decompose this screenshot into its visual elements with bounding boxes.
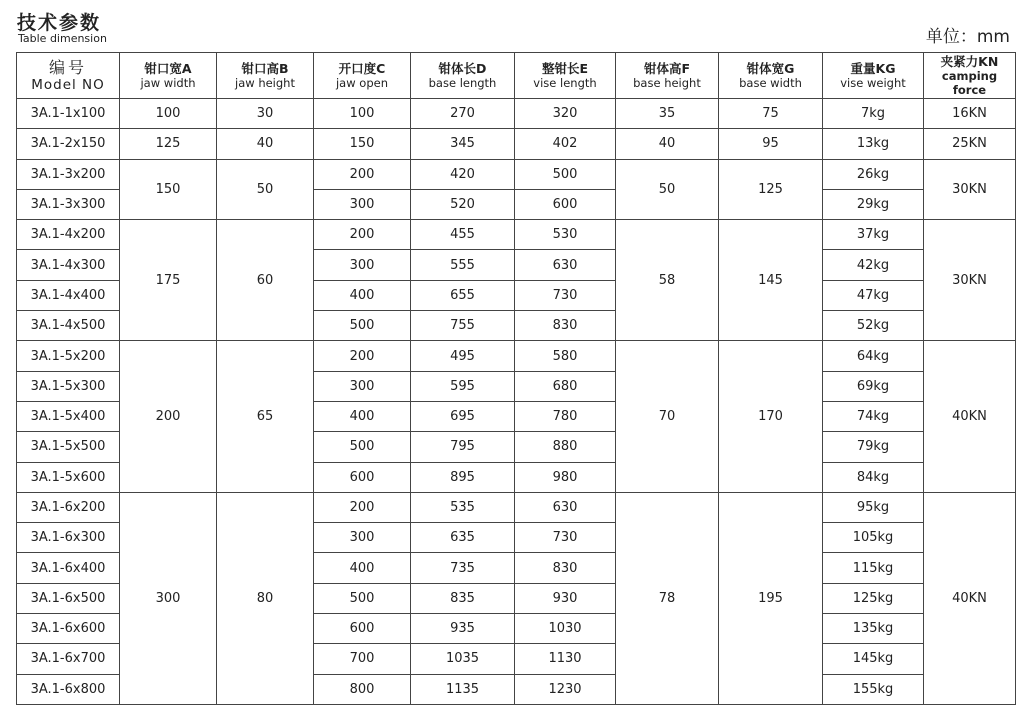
vise-length-cell: 402 [515, 129, 616, 159]
vise-length-cell: 1130 [515, 644, 616, 674]
vise-length-cell: 1030 [515, 614, 616, 644]
col-header-en: base height [633, 75, 701, 90]
col-header-vise-length [515, 53, 616, 99]
jaw-open-cell: 150 [314, 129, 411, 159]
vise-weight-cell: 64kg [823, 341, 924, 371]
col-header-cn: 钳体长D [438, 60, 487, 76]
base-height-cell: 70 [616, 341, 719, 492]
vise-weight-cell: 13kg [823, 129, 924, 159]
col-header-en: jaw open [335, 75, 388, 90]
base-length-cell: 935 [411, 614, 515, 644]
vise-length-cell: 1230 [515, 674, 616, 704]
spec-table [16, 52, 1016, 705]
vise-length-cell: 730 [515, 523, 616, 553]
vise-length-cell: 780 [515, 401, 616, 431]
col-header-en: Model NO [31, 76, 105, 93]
base-height-cell: 78 [616, 492, 719, 704]
jaw-width-cell: 150 [120, 159, 217, 220]
base-height-cell: 40 [616, 129, 719, 159]
model-cell: 3A.1-4x500 [17, 311, 120, 341]
col-header-en: vise weight [840, 75, 906, 90]
base-length-cell: 835 [411, 583, 515, 613]
col-header-cn: 钳体高F [643, 60, 691, 76]
base-length-cell: 1135 [411, 674, 515, 704]
model-cell: 3A.1-4x300 [17, 250, 120, 280]
vise-weight-cell: 84kg [823, 462, 924, 492]
base-length-cell: 895 [411, 462, 515, 492]
col-header-vise-weight [823, 53, 924, 99]
col-header-cn: 钳口宽A [144, 60, 192, 76]
vise-weight-cell: 42kg [823, 250, 924, 280]
jaw-open-cell: 600 [314, 614, 411, 644]
base-height-cell: 58 [616, 220, 719, 341]
jaw-open-cell: 500 [314, 311, 411, 341]
base-length-cell: 655 [411, 280, 515, 310]
base-length-cell: 345 [411, 129, 515, 159]
model-cell: 3A.1-6x300 [17, 523, 120, 553]
jaw-open-cell: 200 [314, 220, 411, 250]
col-header-cn: 整钳长E [541, 60, 589, 76]
jaw-height-cell: 30 [217, 99, 314, 129]
clamping-force-cell: 40KN [924, 341, 1016, 492]
model-cell: 3A.1-3x200 [17, 159, 120, 189]
base-length-cell: 555 [411, 250, 515, 280]
col-header-jaw-width [120, 53, 217, 99]
base-length-cell: 535 [411, 492, 515, 522]
vise-length-cell: 730 [515, 280, 616, 310]
jaw-width-cell: 200 [120, 341, 217, 492]
base-width-cell: 125 [719, 159, 823, 220]
col-header-clamping-force [924, 53, 1016, 99]
vise-length-cell: 580 [515, 341, 616, 371]
jaw-open-cell: 300 [314, 189, 411, 219]
base-height-cell: 35 [616, 99, 719, 129]
jaw-width-cell: 175 [120, 220, 217, 341]
model-cell: 3A.1-1x100 [17, 99, 120, 129]
jaw-open-cell: 200 [314, 159, 411, 189]
vise-length-cell: 630 [515, 250, 616, 280]
col-header-base-length [411, 53, 515, 99]
jaw-open-cell: 500 [314, 583, 411, 613]
clamping-force-cell: 30KN [924, 159, 1016, 220]
table-row [17, 492, 1016, 522]
spec-table-body [17, 99, 1016, 705]
jaw-height-cell: 40 [217, 129, 314, 159]
model-cell: 3A.1-6x200 [17, 492, 120, 522]
base-length-cell: 495 [411, 341, 515, 371]
jaw-open-cell: 200 [314, 492, 411, 522]
vise-weight-cell: 155kg [823, 674, 924, 704]
col-header-en: vise length [533, 75, 597, 90]
jaw-open-cell: 100 [314, 99, 411, 129]
col-header-cn: 钳体宽G [746, 60, 795, 76]
vise-length-cell: 630 [515, 492, 616, 522]
model-cell: 3A.1-3x300 [17, 189, 120, 219]
jaw-open-cell: 400 [314, 280, 411, 310]
base-length-cell: 695 [411, 401, 515, 431]
vise-length-cell: 530 [515, 220, 616, 250]
vise-length-cell: 680 [515, 371, 616, 401]
table-row [17, 341, 1016, 371]
model-cell: 3A.1-6x400 [17, 553, 120, 583]
vise-length-cell: 600 [515, 189, 616, 219]
jaw-open-cell: 300 [314, 371, 411, 401]
vise-weight-cell: 105kg [823, 523, 924, 553]
vise-weight-cell: 145kg [823, 644, 924, 674]
col-header-en: base length [428, 75, 497, 90]
model-cell: 3A.1-4x200 [17, 220, 120, 250]
table-row [17, 220, 1016, 250]
model-cell: 3A.1-4x400 [17, 280, 120, 310]
clamping-force-cell: 16KN [924, 99, 1016, 129]
vise-length-cell: 830 [515, 553, 616, 583]
jaw-height-cell: 60 [217, 220, 314, 341]
col-header-en: jaw height [235, 75, 295, 90]
base-width-cell: 170 [719, 341, 823, 492]
vise-length-cell: 880 [515, 432, 616, 462]
base-width-cell: 145 [719, 220, 823, 341]
base-length-cell: 270 [411, 99, 515, 129]
jaw-width-cell: 125 [120, 129, 217, 159]
model-cell: 3A.1-6x500 [17, 583, 120, 613]
model-cell: 3A.1-6x700 [17, 644, 120, 674]
base-length-cell: 1035 [411, 644, 515, 674]
vise-weight-cell: 7kg [823, 99, 924, 129]
col-header-cn: 编号 [48, 57, 87, 77]
clamping-force-cell: 40KN [924, 492, 1016, 704]
base-length-cell: 755 [411, 311, 515, 341]
vise-weight-cell: 95kg [823, 492, 924, 522]
vise-weight-cell: 125kg [823, 583, 924, 613]
model-cell: 3A.1-5x600 [17, 462, 120, 492]
jaw-open-cell: 300 [314, 523, 411, 553]
base-length-cell: 420 [411, 159, 515, 189]
vise-length-cell: 930 [515, 583, 616, 613]
vise-weight-cell: 74kg [823, 401, 924, 431]
jaw-open-cell: 200 [314, 341, 411, 371]
table-row [17, 129, 1016, 159]
col-header-base-height [616, 53, 719, 99]
model-cell: 3A.1-5x500 [17, 432, 120, 462]
vise-weight-cell: 115kg [823, 553, 924, 583]
model-cell: 3A.1-5x400 [17, 401, 120, 431]
clamping-force-cell: 30KN [924, 220, 1016, 341]
col-header-cn: 重量KG [850, 60, 896, 76]
col-header-en: camping force [941, 68, 998, 97]
col-header-cn: 钳口高B [241, 60, 289, 76]
base-width-cell: 195 [719, 492, 823, 704]
vise-weight-cell: 29kg [823, 189, 924, 219]
jaw-open-cell: 400 [314, 553, 411, 583]
col-header-jaw-height [217, 53, 314, 99]
jaw-open-cell: 300 [314, 250, 411, 280]
jaw-open-cell: 700 [314, 644, 411, 674]
col-header-base-width [719, 53, 823, 99]
vise-weight-cell: 37kg [823, 220, 924, 250]
col-header-model [17, 53, 120, 99]
base-length-cell: 595 [411, 371, 515, 401]
col-header-cn: 夹紧力KN [940, 53, 999, 69]
base-length-cell: 735 [411, 553, 515, 583]
base-width-cell: 95 [719, 129, 823, 159]
vise-weight-cell: 47kg [823, 280, 924, 310]
vise-weight-cell: 79kg [823, 432, 924, 462]
vise-weight-cell: 135kg [823, 614, 924, 644]
model-cell: 3A.1-5x200 [17, 341, 120, 371]
vise-length-cell: 500 [515, 159, 616, 189]
page-subtitle: Table dimension [18, 32, 107, 45]
col-header-en: jaw width [140, 75, 196, 90]
vise-length-cell: 980 [515, 462, 616, 492]
jaw-open-cell: 800 [314, 674, 411, 704]
vise-weight-cell: 69kg [823, 371, 924, 401]
base-length-cell: 795 [411, 432, 515, 462]
jaw-height-cell: 65 [217, 341, 314, 492]
model-cell: 3A.1-6x800 [17, 674, 120, 704]
model-cell: 3A.1-6x600 [17, 614, 120, 644]
col-header-en: base width [739, 75, 802, 90]
vise-length-cell: 320 [515, 99, 616, 129]
base-width-cell: 75 [719, 99, 823, 129]
base-length-cell: 455 [411, 220, 515, 250]
jaw-open-cell: 500 [314, 432, 411, 462]
table-row [17, 159, 1016, 189]
jaw-width-cell: 100 [120, 99, 217, 129]
vise-length-cell: 830 [515, 311, 616, 341]
jaw-width-cell: 300 [120, 492, 217, 704]
table-row [17, 99, 1016, 129]
model-cell: 3A.1-2x150 [17, 129, 120, 159]
jaw-open-cell: 400 [314, 401, 411, 431]
col-header-jaw-open [314, 53, 411, 99]
clamping-force-cell: 25KN [924, 129, 1016, 159]
vise-weight-cell: 26kg [823, 159, 924, 189]
jaw-height-cell: 80 [217, 492, 314, 704]
page-title: 技术参数 [17, 12, 102, 34]
vise-weight-cell: 52kg [823, 311, 924, 341]
jaw-open-cell: 600 [314, 462, 411, 492]
unit-label: 单位：mm [925, 27, 1010, 47]
col-header-cn: 开口度C [338, 60, 386, 76]
jaw-height-cell: 50 [217, 159, 314, 220]
base-length-cell: 520 [411, 189, 515, 219]
base-length-cell: 635 [411, 523, 515, 553]
base-height-cell: 50 [616, 159, 719, 220]
model-cell: 3A.1-5x300 [17, 371, 120, 401]
header-row [17, 53, 1016, 99]
